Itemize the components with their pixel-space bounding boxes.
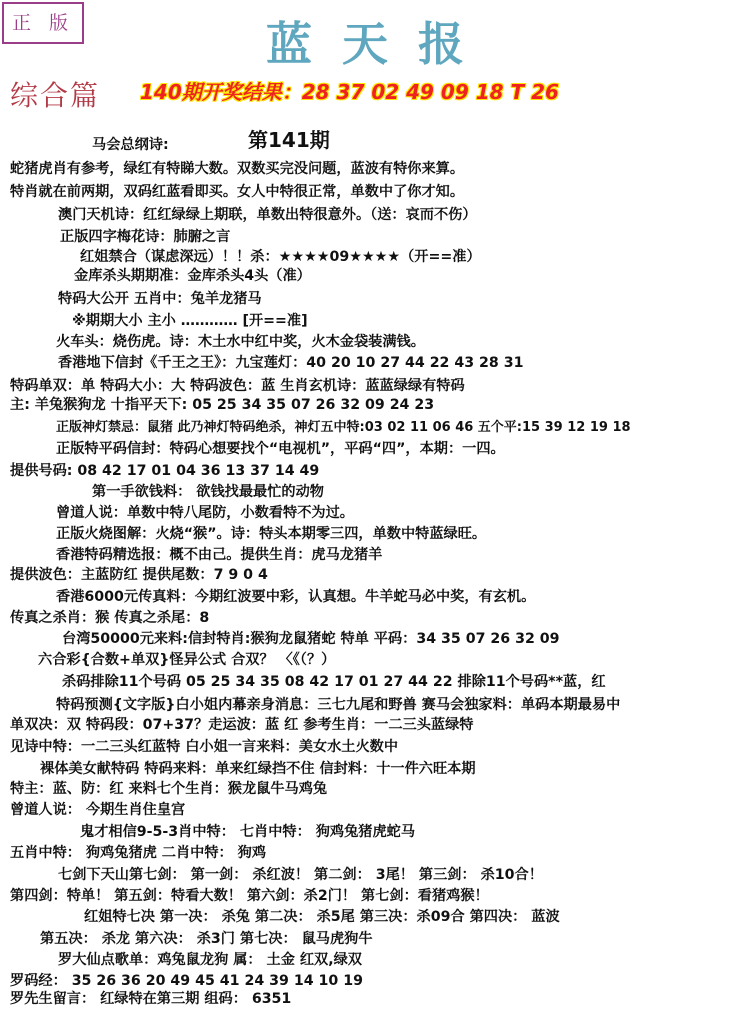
text-line: 红姐禁合（谋虑深远）！！杀：★★★★09★★★★（开==准）: [80, 249, 481, 265]
text-line: ※期期大小 主小 ………… [开==准]: [72, 313, 308, 329]
text-line: 正版神灯禁忌：鼠猪 此乃神灯特码绝杀，神灯五中特:03 02 11 06 46 五个平:15 39 12 19 18: [56, 420, 631, 435]
text-line: 第四剑：特单！ 第五剑：特看大数！ 第六剑：杀2门！ 第七剑：看猪鸡猴！: [10, 888, 489, 904]
text-line: 罗大仙点歌单：鸡兔鼠龙狗 属： 土金 红双,绿双: [58, 952, 362, 968]
text-line: 传真之杀肖：猴 传真之杀尾：8: [10, 610, 210, 626]
text-line: 鬼才相信9-5-3肖中特： 七肖中特： 狗鸡兔猪虎蛇马: [80, 824, 416, 840]
text-line: 马会总纲诗:: [92, 137, 169, 153]
text-line: 蛇猪虎肖有参考，绿红有特睇大数。双数买完没问题，蓝波有特你来算。: [10, 161, 465, 177]
text-line: 杀码排除11个号码 05 25 34 35 08 42 17 01 27 44 22 排除11个号码**蓝，红: [62, 674, 606, 690]
text-line: 台湾50000元来料:信封特肖:猴狗龙鼠猪蛇 特单 平码：34 35 07 26 32 09: [62, 631, 560, 647]
text-line: 曾道人说： 今期生肖住皇宫: [10, 802, 186, 818]
text-line: 曾道人说：单数中特八尾防，小数看特不为过。: [56, 505, 354, 521]
newspaper-title: 蓝天报: [266, 17, 494, 71]
text-line: 裸体美女献特码 特码来料：单来红绿挡不住 信封料：十一件六旺本期: [40, 761, 476, 777]
text-line: 见诗中特：一二三头红蓝特 白小姐一言来料：美女水土火数中: [10, 739, 399, 755]
text-line: 火车头：烧伤虎。诗：木土水中红中奖，火木金袋装满钱。: [56, 334, 425, 350]
text-line: 香港特码精选报：概不由己。提供生肖：虎马龙猪羊: [56, 547, 383, 563]
edition-stamp: 正 版: [2, 2, 84, 44]
text-line: 主: 羊兔猴狗龙 十指平天下: 05 25 34 35 07 26 32 09 24 23: [10, 397, 435, 413]
text-line: 七剑下天山第七剑： 第一剑： 杀红波！ 第二剑： 3尾！ 第三剑： 杀10合！: [58, 867, 543, 883]
text-line: 正版四字梅花诗：肺腑之言: [60, 229, 231, 245]
text-line: 特肖就在前两期，双码红蓝看即买。女人中特很正常，单数中了你才知。: [10, 184, 465, 200]
text-line: 特主：蓝、防：红 来料七个生肖：猴龙鼠牛马鸡兔: [10, 781, 328, 797]
text-line: 特码预测{文字版}白小姐内幕亲身消息：三七九尾和野兽 赛马会独家料：单码本期最易中: [56, 697, 621, 713]
text-line: 六合彩{合数+单双}怪异公式 合双？ 〈《（？）: [38, 652, 336, 668]
text-line: 罗码经： 35 26 36 20 49 45 41 24 39 14 10 19: [10, 973, 363, 989]
text-line: 第五决： 杀龙 第六决： 杀3门 第七决： 鼠马虎狗牛: [40, 931, 373, 947]
text-line: 提供号码: 08 42 17 01 04 36 13 37 14 49: [10, 463, 320, 479]
text-line: 正版火烧图解：火烧“猴”。诗：特头本期零三四，单数中特蓝绿旺。: [56, 526, 487, 542]
text-line: 单双决：双 特码段：07+37？走运波：蓝 红 参考生肖：一二三头蓝绿特: [10, 717, 474, 733]
text-line: 金库杀头期期准：金库杀头4头（准）: [74, 268, 311, 284]
section-label: 综合篇: [10, 79, 101, 112]
text-line: 香港地下信封《千王之王》：九宝莲灯：40 20 10 27 44 22 43 28 31: [58, 355, 524, 371]
text-line: 特码单双：单 特码大小：大 特码波色：蓝 生肖玄机诗：蓝蓝绿绿有特码: [10, 378, 465, 394]
text-line: 红姐特七决 第一决： 杀兔 第二决： 杀5尾 第三决：杀09合 第四决： 蓝波: [84, 909, 560, 925]
text-line: 特码大公开 五肖中：兔羊龙猪马: [58, 291, 262, 307]
text-line: 第一手欲钱料： 欲钱找最最忙的动物: [92, 484, 324, 500]
previous-draw-result: 140期开奖结果：28 37 02 49 09 18 T 26: [140, 80, 559, 104]
text-line: 五肖中特： 狗鸡兔猪虎 二肖中特： 狗鸡: [10, 845, 267, 861]
issue-number: 第141期: [248, 128, 330, 152]
text-line: 香港6000元传真料：今期红波要中彩，认真想。牛羊蛇马必中奖，有玄机。: [56, 589, 536, 605]
text-line: 罗先生留言： 红绿特在第三期 组码： 6351: [10, 991, 292, 1007]
text-line: 正版特平码信封：特码心想要找个“电视机”，平码“四”，本期：一四。: [56, 441, 505, 457]
text-line: 澳门天机诗：红红绿绿上期联，单数出特很意外。（送：哀而不伤）: [58, 207, 477, 223]
text-line: 提供波色：主蓝防红 提供尾数：7 9 0 4: [10, 567, 268, 583]
